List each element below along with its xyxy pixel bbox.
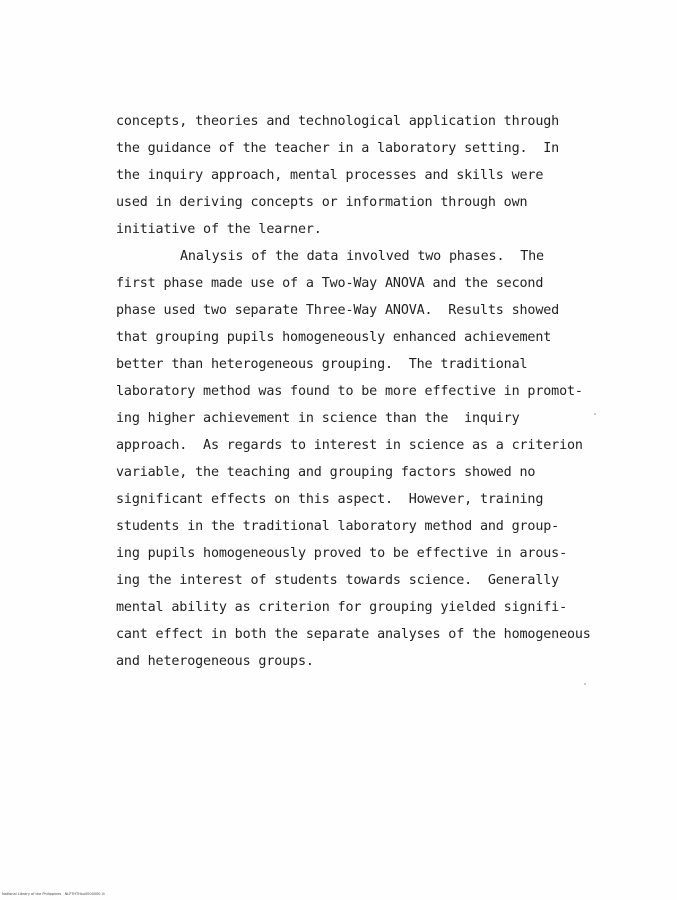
text-line: first phase made use of a Two-Way ANOVA and the second <box>116 276 544 291</box>
text-line: concepts, theories and technological application through <box>116 114 560 129</box>
text-line: that grouping pupils homogeneously enhanced achievement <box>116 330 552 345</box>
paragraph-first-line: Analysis of the data involved two phases. The <box>180 249 544 264</box>
abstract-text-block <box>116 108 656 675</box>
text-line: students in the traditional laboratory method and group- <box>116 519 560 534</box>
scan-speck <box>594 413 596 415</box>
text-line: and heterogeneous groups. <box>116 654 314 669</box>
text-line: phase used two separate Three-Way ANOVA. Results showed <box>116 303 560 318</box>
text-line: significant effects on this aspect. However, training <box>116 492 544 507</box>
scan-footer-stamp: National Library of the Philippines NLPTHTHxx0000000 iii <box>2 892 105 896</box>
text-line: cant effect in both the separate analyses of the homogeneous <box>116 627 591 642</box>
text-line: ing the interest of students towards science. Generally <box>116 573 560 588</box>
text-line: better than heterogeneous grouping. The traditional <box>116 357 528 372</box>
text-line: laboratory method was found to be more effective in promot- <box>116 384 583 399</box>
text-line: ing higher achievement in science than the inquiry <box>116 411 520 426</box>
text-line: the guidance of the teacher in a laboratory setting. In <box>116 141 560 156</box>
text-line: variable, the teaching and grouping factors showed no <box>116 465 536 480</box>
text-line: initiative of the learner. <box>116 222 322 237</box>
text-line: approach. As regards to interest in science as a criterion <box>116 438 583 453</box>
text-line: mental ability as criterion for grouping yielded signifi- <box>116 600 567 615</box>
text-line: the inquiry approach, mental processes and skills were <box>116 168 544 183</box>
scan-speck <box>584 683 586 685</box>
text-line: ing pupils homogeneously proved to be effective in arous- <box>116 546 567 561</box>
text-line: used in deriving concepts or information through own <box>116 195 528 210</box>
